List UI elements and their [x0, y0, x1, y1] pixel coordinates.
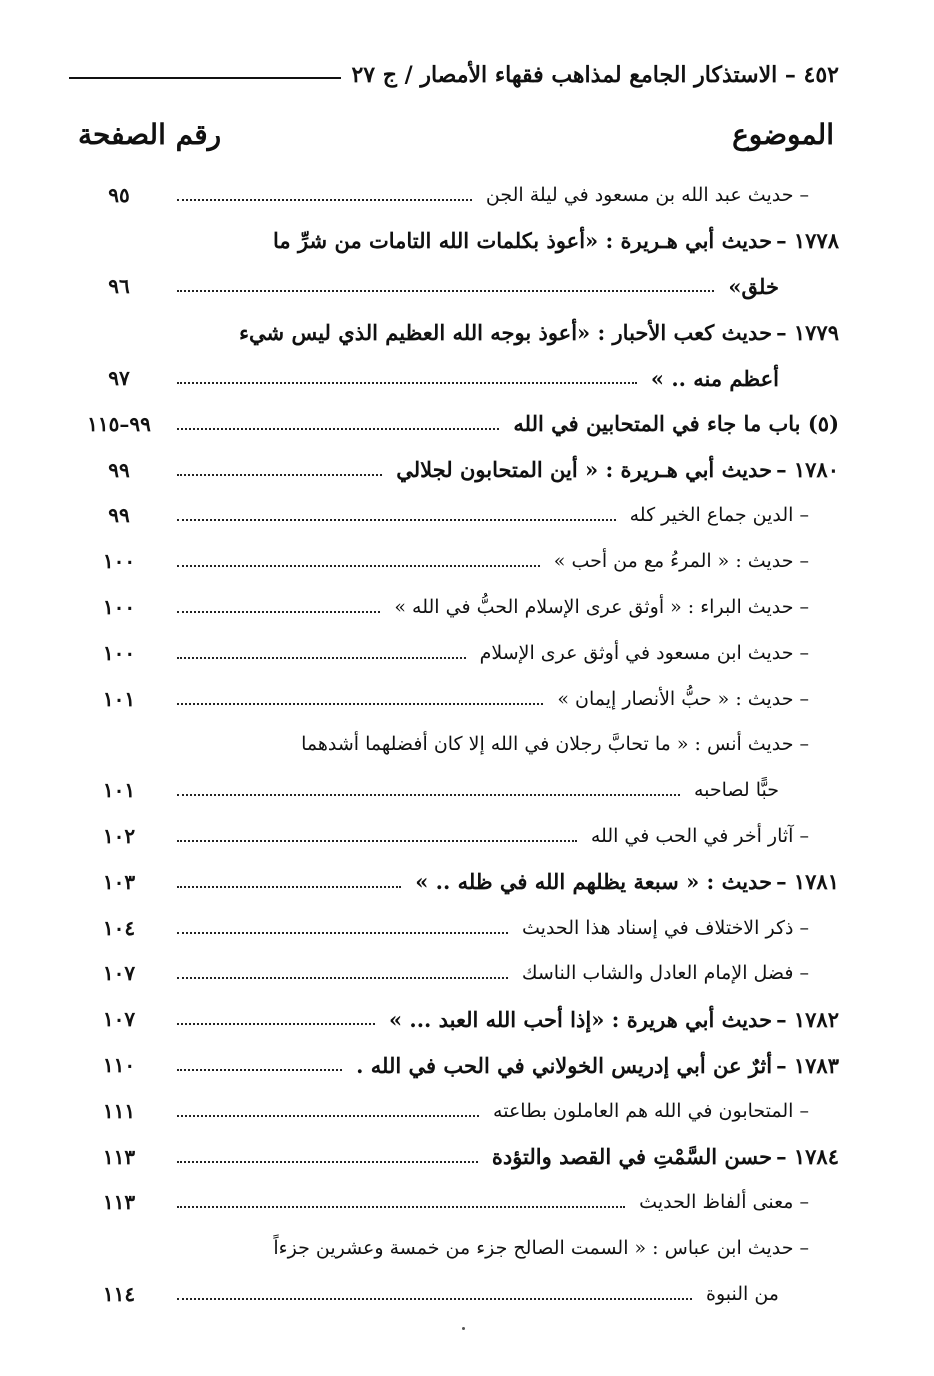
entry-title: – حديث أنس : « ما تحابَّ رجلان في الله إلا كان أفضلهما أشدهما: [301, 733, 809, 756]
leader-dots: [177, 1161, 478, 1163]
page-number: ١١٣: [102, 1190, 136, 1215]
leader-dots: [177, 886, 401, 888]
toc-entry: [79, 1271, 839, 1317]
leader-dots: [177, 1298, 692, 1300]
toc-entry: [79, 676, 839, 722]
entry-title: خلق»: [728, 273, 779, 299]
page-number: ١٠٢: [102, 824, 136, 849]
leader-dots: [177, 657, 466, 659]
toc-entry: [79, 355, 839, 401]
entry-title: حديث كعب الأحبار : «أعوذ بوجه الله العظيم الذي ليس شيء: [239, 319, 773, 345]
entry-number: ١٧٧٩ –: [776, 319, 839, 345]
toc-entry: [79, 1225, 839, 1271]
leader-dots: [177, 703, 543, 705]
entry-number: ١٧٨٤ –: [776, 1144, 839, 1170]
toc-entry: [79, 447, 839, 493]
entry-number: ١٧٨٠ –: [776, 457, 839, 483]
page-number: ١٠٤: [102, 915, 136, 940]
toc-entry: [79, 1180, 839, 1226]
entry-title: – حديث عبد الله بن مسعود في ليلة الجن: [485, 183, 809, 206]
toc-entry: [79, 951, 839, 997]
leader-dots: [177, 932, 508, 934]
toc-entry: [79, 905, 839, 951]
entry-title: حديث أبي هـريرة : «أعوذ بكلمات الله التامات من شرِّ ما: [273, 228, 773, 254]
page-number: ١٠١: [102, 778, 136, 803]
header-rule: [69, 77, 341, 79]
entry-title: – حديث البراء : « أوثق عرى الإسلام الحبُّ في الله »: [394, 596, 809, 619]
running-head-text: ٤٥٢ – الاستذكار الجامع لمذاهب فقهاء الأمصار / ج ٢٧: [351, 62, 839, 88]
entry-number: ١٧٨٣ –: [776, 1052, 839, 1078]
leader-dots: [177, 290, 714, 292]
toc-entry: [79, 538, 839, 584]
leader-dots: [177, 977, 508, 979]
entry-title: – حديث : « المرءُ مع من أحب »: [553, 550, 809, 573]
entry-number: ١٧٧٨ –: [776, 228, 839, 254]
entry-title: – حديث ابن عباس : « السمت الصالح جزء من خمسة وعشرين جزءاً: [273, 1237, 809, 1260]
leader-dots: [177, 1023, 375, 1025]
entry-title: – المتحابون في الله هم العاملون بطاعته: [493, 1099, 809, 1122]
entry-title: حديث أبي هـريرة : « أين المتحابون لجلالي: [396, 457, 773, 483]
toc-entry: [79, 630, 839, 676]
table-of-contents: [79, 172, 839, 1317]
page-number: ١٠٧: [102, 1007, 136, 1032]
leader-dots: [177, 840, 577, 842]
entry-title: حسن السَّمْتِ في القصد والتؤدة: [491, 1144, 773, 1170]
toc-entry: [79, 1134, 839, 1180]
page-number: ٩٦: [108, 274, 130, 299]
page-number: ١٠٠: [102, 595, 136, 620]
page-number: ١٠٣: [102, 869, 136, 894]
entry-title: حديث : « سبعة يظلهم الله في ظله .. »: [415, 869, 773, 895]
leader-dots: [177, 474, 382, 476]
page-number: ١١٠: [102, 1053, 136, 1078]
entry-title: حديث أبي هريرة : «إذا أحب الله العبد ... »: [388, 1006, 773, 1032]
toc-entry: [79, 767, 839, 813]
entry-title: – الدين جماع الخير كله: [629, 504, 809, 527]
toc-entry: [79, 172, 839, 218]
entry-title: أثرٌ عن أبي إدريس الخولاني في الحب في الله .: [356, 1052, 773, 1078]
leader-dots: [177, 794, 680, 796]
entry-title: من النبوة: [706, 1283, 779, 1306]
toc-entry: [79, 584, 839, 630]
leader-dots: [177, 611, 380, 613]
leader-dots: [177, 519, 616, 521]
page-number: ٩٩: [108, 457, 130, 482]
toc-entry: [79, 813, 839, 859]
page-number: ١٠٠: [102, 640, 136, 665]
topic-column-heading: الموضوع: [732, 118, 834, 151]
page-number: ١١٤: [102, 1282, 136, 1307]
entry-number: ١٧٨٢ –: [776, 1006, 839, 1032]
page-number: ١٠٠: [102, 549, 136, 574]
leader-dots: [177, 1206, 625, 1208]
page-number: ٩٩: [108, 503, 130, 528]
entry-title: – حديث ابن مسعود في أوثق عرى الإسلام: [479, 641, 809, 664]
leader-dots: [177, 428, 499, 430]
toc-entry: [79, 264, 839, 310]
entry-number: ١٧٨١ –: [776, 869, 839, 895]
entry-title: – آثار أخر في الحب في الله: [590, 825, 809, 848]
entry-title: أعظم منه .. »: [650, 365, 779, 391]
toc-entry: [79, 309, 839, 355]
toc-entry: [79, 1042, 839, 1088]
page-number: ٩٥: [108, 182, 130, 207]
entry-title: – ذكر الاختلاف في إسناد هذا الحديث: [522, 916, 809, 939]
entry-title: – معنى ألفاظ الحديث: [639, 1191, 809, 1214]
page-number: ١٠١: [102, 686, 136, 711]
page-number: ١١١: [102, 1098, 136, 1123]
toc-entry: [79, 722, 839, 768]
toc-entry: [79, 859, 839, 905]
entry-title: حبًّا لصاحبه: [693, 779, 779, 802]
toc-entry: [79, 401, 839, 447]
running-header: [69, 58, 839, 92]
page-speck: [462, 1327, 465, 1330]
toc-entry: [79, 1088, 839, 1134]
toc-entry: [79, 218, 839, 264]
page-number: ٩٧: [108, 366, 130, 391]
toc-entry: [79, 493, 839, 539]
leader-dots: [177, 565, 540, 567]
page-number: ٩٩–١١٥: [87, 411, 151, 436]
entry-title: – حديث : « حبُّ الأنصار إيمان »: [557, 687, 809, 710]
entry-title: (٥) باب ما جاء في المتحابين في الله: [513, 411, 839, 437]
entry-title: – فضل الإمام العادل والشاب الناسك: [521, 962, 809, 985]
leader-dots: [177, 1069, 342, 1071]
page-number: ١١٣: [102, 1144, 136, 1169]
page-number-column-heading: رقم الصفحة: [78, 118, 222, 151]
leader-dots: [177, 199, 472, 201]
page-number: ١٠٧: [102, 961, 136, 986]
leader-dots: [177, 382, 637, 384]
leader-dots: [177, 1115, 479, 1117]
toc-entry: [79, 996, 839, 1042]
